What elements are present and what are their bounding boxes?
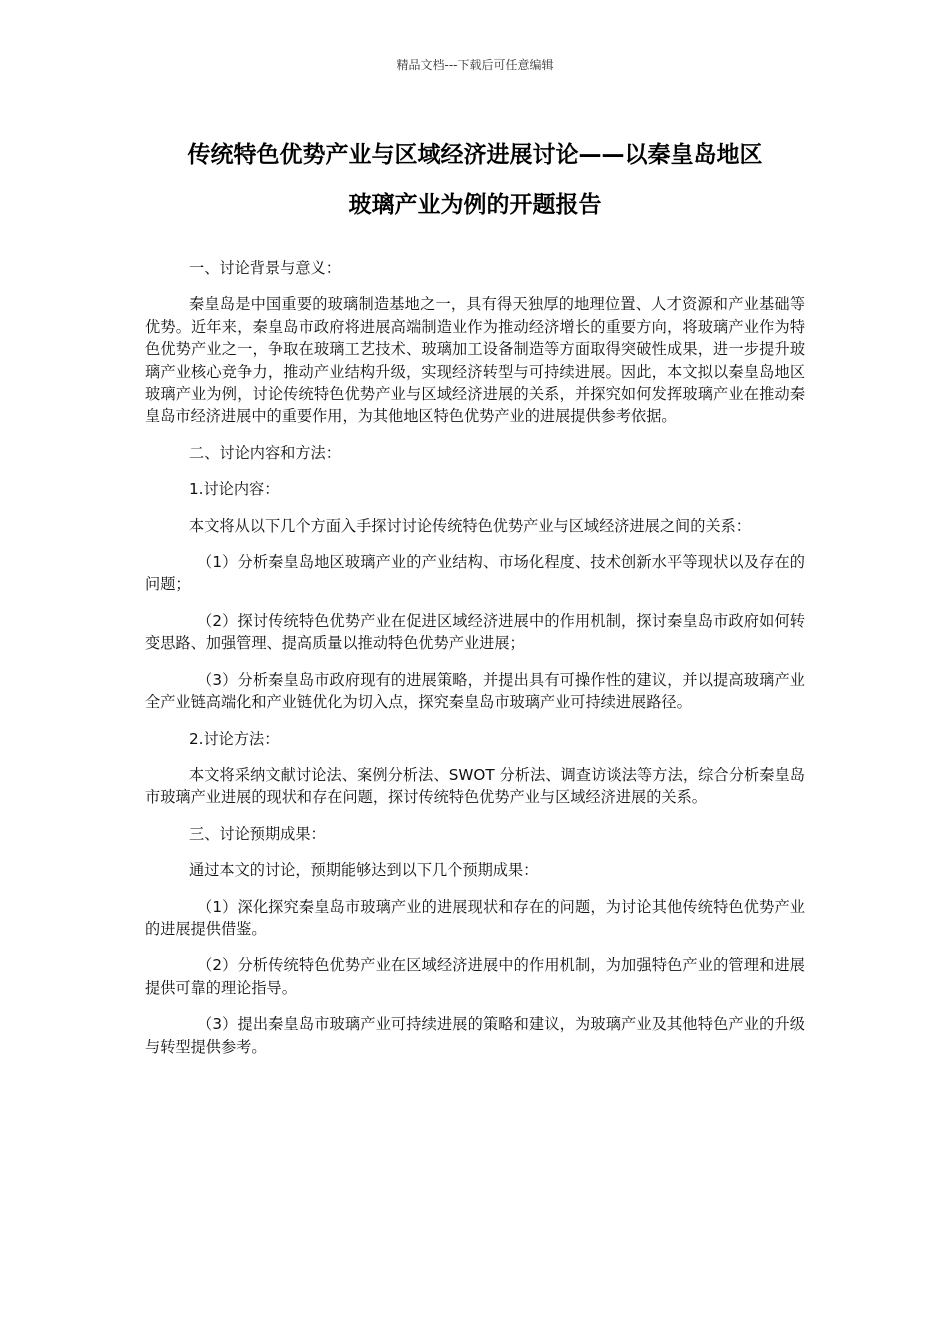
result-item: （3）提出秦皇岛市玻璃产业可持续进展的策略和建议，为玻璃产业及其他特色产业的升级与转型提供参考。 (145, 1015, 805, 1056)
methods-paragraph: 本文将采纳文献讨论法、案例分析法、SWOT 分析法、调查访谈法等方法，综合分析秦皇岛市玻璃产业进展的现状和存在问题，探讨传统特色优势产业与区域经济进展的关系。 (145, 765, 805, 807)
subheading-methods: 2.讨论方法： (189, 729, 280, 748)
title-line-2: 玻璃产业为例的开题报告 (348, 192, 602, 218)
content-item: （2）探讨传统特色优势产业在促进区域经济进展中的作用机制，探讨秦皇岛市政府如何转变思路、加强管理、提高质量以推动特色优势产业进展； (145, 611, 805, 653)
content-intro-paragraph: 本文将从以下几个方面入手探讨讨论传统特色优势产业与区域经济进展之间的关系： (189, 516, 751, 535)
result-item: （1）深化探究秦皇岛市玻璃产业的进展现状和存在的问题，为讨论其他传统特色优势产业的进展提供借鉴。 (145, 897, 805, 938)
section-heading-background: 一、讨论背景与意义： (189, 259, 341, 277)
subheading-content: 1.讨论内容： (189, 480, 280, 499)
background-paragraph: 秦皇岛是中国重要的玻璃制造基地之一，具有得天独厚的地理位置、人才资源和产业基础等优势。近年来，秦皇岛市政府将进展高端制造业作为推动经济增长的重要方向，将玻璃产业作为特色优势产业之一，争取在玻璃工艺技术、玻璃加工设备制造等方面取得突破性成果，进一步提升玻璃产业核心竞争力，推动产业结构升级，实现经济转型与可持续进展。因此，本文拟以秦皇岛地区玻璃产业为例，讨论传统特色优势产业与区域经济进展的关系，并探究如何发挥玻璃产业在推动秦皇岛市经济进展中的重要作用，为其他地区特色优势产业的进展提供参考依据。 (145, 295, 805, 426)
page-header-note: 精品文档---下载后可任意编辑 (396, 58, 554, 72)
document-body (145, 257, 805, 1072)
section-heading-content-methods: 二、讨论内容和方法： (189, 443, 341, 462)
section-heading-results: 三、讨论预期成果： (189, 824, 326, 843)
results-intro-paragraph: 通过本文的讨论，预期能够达到以下几个预期成果： (189, 861, 539, 880)
title-line-1: 传统特色优势产业与区域经济进展讨论——以秦皇岛地区 (187, 142, 763, 168)
document-title (145, 130, 805, 230)
content-item: （1）分析秦皇岛地区玻璃产业的产业结构、市场化程度、技术创新水平等现状以及存在的问题； (145, 553, 805, 594)
content-item: （3）分析秦皇岛市政府现有的进展策略，并提出具有可操作性的建议，并以提高玻璃产业全产业链高端化和产业链优化为切入点，探究秦皇岛市玻璃产业可持续进展路径。 (145, 670, 805, 712)
result-item: （2）分析传统特色优势产业在区域经济进展中的作用机制，为加强特色产业的管理和进展提供可靠的理论指导。 (145, 956, 805, 997)
